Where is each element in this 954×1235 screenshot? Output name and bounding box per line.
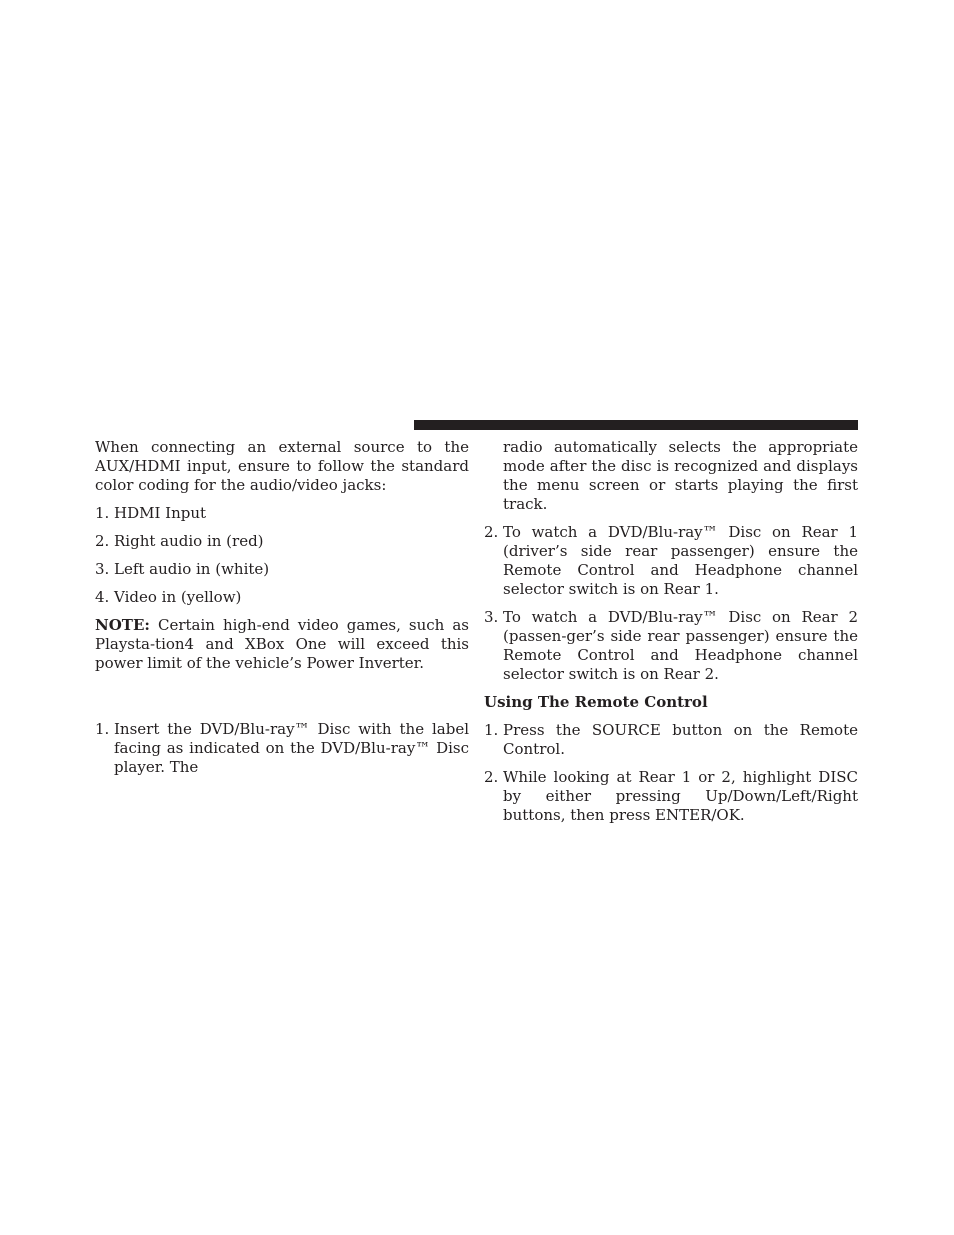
jack-list-item [95, 532, 469, 551]
section-gap [95, 682, 469, 720]
list-number: 1. [95, 720, 110, 738]
list-text: Left audio in (white) [114, 560, 270, 578]
list-number: 1. [484, 721, 499, 739]
remote-control-heading: Using The Remote Control [484, 693, 708, 711]
step1-continuation: radio automatically selects the appropriate mode after the disc is recognized and displays the menu screen or starts playing the first track. [503, 438, 858, 513]
list-text: While looking at Rear 1 or 2, highlight DISC by either pressing Up/Down/Left/Right buttons, then press ENTER/OK. [503, 768, 858, 824]
note-label: NOTE: [95, 616, 150, 634]
list-text: Press the SOURCE button on the Remote Control. [503, 721, 858, 758]
disc-step-item [484, 608, 858, 684]
list-text: Insert the DVD/Blu-ray™ Disc with the label facing as indicated on the DVD/Blu-ray™ Disc player. The [114, 720, 469, 776]
disc-step-item [95, 720, 469, 777]
list-number: 3. [484, 608, 499, 626]
note-text: Certain high-end video games, such as Playsta-tion4 and XBox One will exceed this power limit of the vehicle’s Power Inverter. [95, 616, 469, 672]
left-column [95, 438, 469, 786]
list-number: 2. [484, 768, 499, 786]
remote-step-item [484, 721, 858, 759]
section-header-bar [414, 420, 858, 430]
list-text: Video in (yellow) [114, 588, 242, 606]
right-column [484, 438, 858, 834]
jack-list-item [95, 560, 469, 579]
jack-list-item [95, 588, 469, 607]
list-text: To watch a DVD/Blu-ray™ Disc on Rear 2 (passen-ger’s side rear passenger) ensure the Remote Control and Headphone channel selector switch is on Rear 2. [503, 608, 858, 683]
list-text: HDMI Input [114, 504, 207, 522]
list-text: To watch a DVD/Blu-ray™ Disc on Rear 1 (driver’s side rear passenger) ensure the Remote Control and Headphone channel selector switch is on Rear 1. [503, 523, 858, 598]
list-number: 4. [95, 588, 110, 606]
remote-step-item [484, 768, 858, 825]
list-number: 2. [95, 532, 110, 550]
list-number: 1. [95, 504, 110, 522]
list-number: 3. [95, 560, 110, 578]
jack-list-item [95, 504, 469, 523]
list-text: Right audio in (red) [114, 532, 264, 550]
note-paragraph [95, 616, 469, 673]
disc-step-item [484, 523, 858, 599]
intro-paragraph: When connecting an external source to the AUX/HDMI input, ensure to follow the standard color coding for the audio/video jacks: [95, 438, 469, 494]
list-number: 2. [484, 523, 499, 541]
